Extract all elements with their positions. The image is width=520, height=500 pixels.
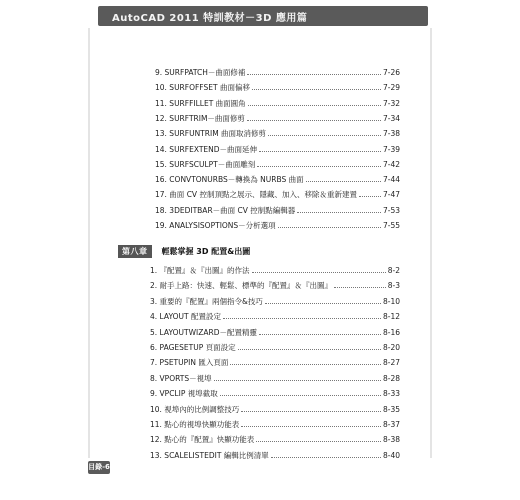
page-number-badge: 目錄-6 bbox=[88, 461, 110, 474]
chapter-heading bbox=[118, 244, 250, 258]
toc-entry bbox=[150, 279, 400, 293]
toc-entry-title: 13. SURFUNTRIM 曲面取消修剪 bbox=[155, 129, 267, 139]
toc-entry-title: 19. ANALYSISOPTIONS－分析選項 bbox=[155, 221, 276, 230]
toc-entry bbox=[150, 387, 400, 401]
toc-entry bbox=[150, 372, 400, 386]
toc-entry-page: 7-42 bbox=[382, 159, 400, 169]
toc-entry bbox=[150, 264, 400, 278]
toc-entry-title: 11. SURFFILLET 曲面圓角 bbox=[155, 98, 246, 108]
toc-entry-title: 12. SURFTRIM－曲面修剪 bbox=[155, 113, 245, 123]
toc-entry-page: 8-35 bbox=[382, 404, 400, 414]
toc-entry-page: 8-28 bbox=[382, 373, 400, 383]
toc-entry-title: 1. 『配置』＆『出圖』的作法 bbox=[150, 266, 250, 275]
toc-entry-page: 7-39 bbox=[382, 144, 400, 154]
toc-leader-dots bbox=[259, 334, 381, 335]
toc-entry-page: 7-29 bbox=[382, 83, 400, 93]
toc-entry bbox=[155, 66, 400, 80]
toc-leader-dots bbox=[297, 212, 381, 213]
toc-entry-title: 15. SURFSCULPT－曲面雕刻 bbox=[155, 159, 256, 169]
toc-entry-title: 13. SCALELISTEDIT 編輯比例清單 bbox=[150, 450, 269, 460]
toc-entry-title: 7. PSETUPIN 匯入頁面 bbox=[150, 358, 229, 368]
toc-leader-dots bbox=[241, 411, 381, 412]
toc-entry-title: 18. 3DEDITBAR－曲面 CV 控制點編輯器 bbox=[155, 205, 296, 215]
toc-leader-dots bbox=[248, 105, 381, 106]
toc-leader-dots bbox=[359, 196, 381, 197]
toc-entry-page: 7-38 bbox=[382, 129, 400, 139]
toc-entry bbox=[150, 356, 400, 370]
toc-entry-page: 7-26 bbox=[382, 68, 400, 77]
toc-entry bbox=[150, 310, 400, 324]
toc-entry bbox=[155, 127, 400, 141]
toc-entry-page: 8-2 bbox=[387, 266, 400, 275]
toc-entry-title: 9. VPCLIP 視埠截取 bbox=[150, 389, 218, 399]
toc-leader-dots bbox=[271, 457, 381, 458]
toc-entry bbox=[155, 158, 400, 172]
toc-entry-title: 2. 耐手上路：快速、輕鬆、標準的『配置』＆『出圖』 bbox=[150, 281, 333, 291]
toc-entry-page: 8-33 bbox=[382, 389, 400, 399]
toc-entry bbox=[150, 295, 400, 309]
toc-entry-page: 7-47 bbox=[382, 190, 400, 200]
toc-entry-title: 16. CONVTONURBS－轉換為 NURBS 曲面 bbox=[155, 175, 304, 185]
toc-leader-dots bbox=[230, 364, 381, 365]
toc-entry bbox=[155, 143, 400, 157]
toc-entry-page: 8-27 bbox=[382, 358, 400, 368]
toc-entry bbox=[150, 326, 400, 340]
chapter-label: 第八章 bbox=[118, 245, 152, 258]
toc-leader-dots bbox=[256, 441, 381, 442]
toc-entry bbox=[150, 449, 400, 463]
toc-entry bbox=[150, 433, 400, 447]
toc-entry-page: 8-12 bbox=[382, 312, 400, 322]
toc-leader-dots bbox=[220, 395, 381, 396]
toc-entry-page: 8-40 bbox=[382, 450, 400, 460]
toc-entry-page: 7-55 bbox=[382, 221, 400, 230]
book-title: AutoCAD 2011 特訓教材－3D 應用篇 bbox=[112, 13, 308, 24]
toc-leader-dots bbox=[241, 426, 381, 427]
chapter-title: 輕鬆掌握 3D 配置&出圖 bbox=[161, 246, 251, 256]
toc-leader-dots bbox=[238, 349, 381, 350]
toc-entry-page: 7-53 bbox=[382, 205, 400, 215]
toc-entry bbox=[155, 81, 400, 95]
toc-entry-page: 7-32 bbox=[382, 98, 400, 108]
toc-entry-title: 12. 點心的『配置』快顯功能表 bbox=[150, 435, 255, 445]
toc-entry bbox=[155, 112, 400, 126]
toc-leader-dots bbox=[214, 380, 381, 381]
toc-entry-page: 8-38 bbox=[382, 435, 400, 445]
toc-entry-page: 8-20 bbox=[382, 343, 400, 352]
toc-entry-page: 7-44 bbox=[382, 175, 400, 185]
toc-entry-title: 9. SURFPATCH－曲面修補 bbox=[155, 68, 246, 77]
toc-entry bbox=[150, 403, 400, 417]
toc-entry-title: 17. 曲面 CV 控制頂點之展示、隱藏、加入、移除＆重新建置 bbox=[155, 190, 357, 200]
toc-entry bbox=[150, 418, 400, 432]
toc-entry-page: 8-3 bbox=[387, 281, 400, 291]
toc-entry-title: 10. 視埠內的比例調整技巧 bbox=[150, 404, 240, 414]
toc-leader-dots bbox=[268, 135, 381, 136]
toc-entry-title: 8. VPORTS－視埠 bbox=[150, 373, 212, 383]
toc-entry-page: 8-16 bbox=[382, 327, 400, 337]
toc-entry bbox=[150, 341, 400, 355]
toc-entry bbox=[155, 204, 400, 218]
toc-entry-title: 14. SURFEXTEND－曲面延伸 bbox=[155, 144, 258, 154]
toc-leader-dots bbox=[334, 287, 386, 288]
toc-entry bbox=[155, 97, 400, 111]
toc-leader-dots bbox=[252, 89, 381, 90]
toc-leader-dots bbox=[306, 181, 381, 182]
toc-entry-page: 8-10 bbox=[382, 296, 400, 306]
toc-leader-dots bbox=[265, 303, 381, 304]
toc-entry-page: 7-34 bbox=[382, 113, 400, 123]
toc-leader-dots bbox=[259, 151, 381, 152]
toc-entry-page: 8-37 bbox=[382, 420, 400, 429]
toc-leader-dots bbox=[278, 227, 381, 228]
toc-entry-title: 6. PAGESETUP 頁面設定 bbox=[150, 343, 236, 352]
toc-entry bbox=[155, 219, 400, 233]
toc-entry-title: 4. LAYOUT 配置設定 bbox=[150, 312, 221, 322]
toc-leader-dots bbox=[247, 120, 381, 121]
toc-entry-title: 5. LAYOUTWIZARD－配置精靈 bbox=[150, 327, 257, 337]
toc-entry-title: 11. 點心的視埠快顯功能表 bbox=[150, 420, 240, 429]
toc-entry bbox=[155, 173, 400, 187]
toc-entry-title: 3. 重要的『配置』兩個指令&技巧 bbox=[150, 296, 263, 306]
toc-leader-dots bbox=[223, 318, 381, 319]
toc-entry bbox=[155, 188, 400, 202]
toc-leader-dots bbox=[257, 166, 381, 167]
toc-leader-dots bbox=[252, 272, 386, 273]
toc-leader-dots bbox=[247, 74, 381, 75]
toc-entry-title: 10. SURFOFFSET 曲面偏移 bbox=[155, 83, 250, 93]
